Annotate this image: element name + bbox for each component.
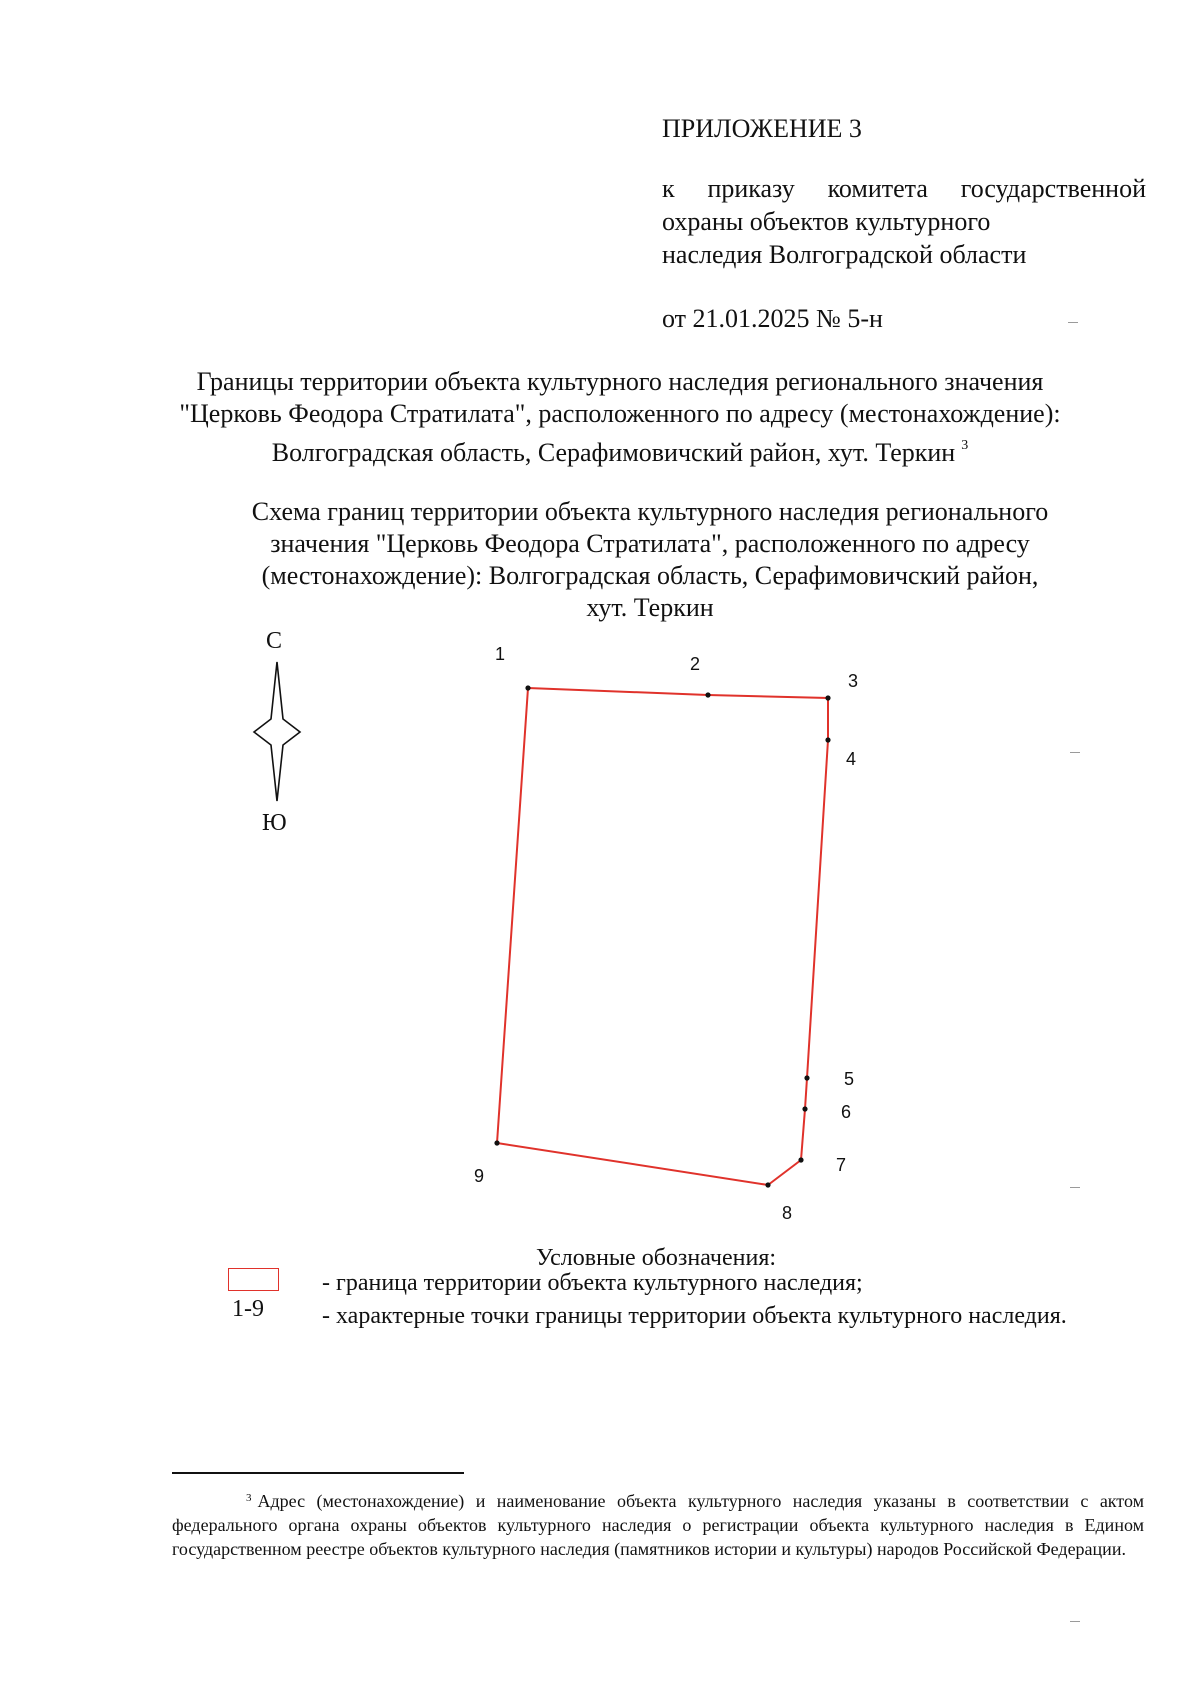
boundary-vertex-3 xyxy=(825,695,830,700)
heading-footnote-mark: 3 xyxy=(961,438,969,453)
legend-boundary-swatch xyxy=(228,1268,279,1291)
scan-speck xyxy=(1070,752,1080,753)
appendix-line-3: наследия Волгоградской области xyxy=(662,240,1027,269)
boundary-vertex-8 xyxy=(765,1182,770,1187)
boundary-point-label-8: 8 xyxy=(782,1203,793,1223)
heading-line-3-text: Волгоградская область, Серафимовичский район, хут. Теркин xyxy=(271,438,956,467)
scheme-line-4: хут. Теркин xyxy=(586,593,714,622)
footnote-separator xyxy=(172,1472,464,1474)
boundary-vertex-1 xyxy=(525,685,530,690)
compass-rose-icon xyxy=(254,662,300,801)
boundary-polygon xyxy=(497,688,828,1185)
legend-points-label: 1-9 xyxy=(232,1296,264,1322)
compass-north-label: С xyxy=(266,628,283,654)
legend-boundary-text: - граница территории объекта культурного наследия; xyxy=(322,1270,863,1296)
boundary-vertex-2 xyxy=(705,692,710,697)
boundary-point-label-5: 5 xyxy=(844,1069,855,1089)
appendix-title: ПРИЛОЖЕНИЕ 3 xyxy=(662,114,862,143)
legend-points-text: - характерные точки границы территории объекта культурного наследия. xyxy=(322,1303,1067,1329)
heading-line-2: "Церковь Феодора Стратилата", расположенного по адресу (местонахождение): xyxy=(179,399,1061,428)
legend-title: Условные обозначения: xyxy=(536,1245,777,1271)
boundary-point-label-3: 3 xyxy=(848,671,859,691)
scan-speck xyxy=(1070,1621,1080,1622)
boundary-point-label-2: 2 xyxy=(690,654,701,674)
appendix-line-2: охраны объектов культурного xyxy=(662,207,991,236)
boundary-point-label-9: 9 xyxy=(474,1166,485,1186)
appendix-line-1: к приказу комитета государственной xyxy=(662,174,1146,203)
scan-speck xyxy=(1068,322,1078,323)
scheme-line-2: значения "Церковь Феодора Стратилата", расположенного по адресу xyxy=(270,529,1030,558)
footnote-mark: 3 xyxy=(246,1492,252,1504)
scheme-line-1: Схема границ территории объекта культурного наследия регионального xyxy=(251,497,1049,526)
heading-line-1: Границы территории объекта культурного наследия регионального значения xyxy=(196,367,1044,396)
scan-speck xyxy=(1070,1187,1080,1188)
boundary-point-label-6: 6 xyxy=(841,1102,852,1122)
boundary-vertex-4 xyxy=(825,737,830,742)
boundary-vertex-7 xyxy=(798,1157,803,1162)
boundary-point-label-1: 1 xyxy=(495,644,506,664)
boundary-layer xyxy=(474,644,858,1223)
boundary-point-label-4: 4 xyxy=(846,749,857,769)
boundary-vertex-5 xyxy=(804,1075,809,1080)
boundary-vertex-6 xyxy=(802,1106,807,1111)
footnote xyxy=(172,1486,1144,1561)
boundary-vertex-9 xyxy=(494,1140,499,1145)
appendix-date: от 21.01.2025 № 5-н xyxy=(662,304,883,333)
compass-south-label: Ю xyxy=(262,810,287,836)
boundary-point-label-7: 7 xyxy=(836,1155,847,1175)
scheme-line-3: (местонахождение): Волгоградская область, Серафимовичский район, xyxy=(261,561,1039,590)
footnote-text: Адрес (местонахождение) и наименование объекта культурного наследия указаны в соответствии с актом федерального органа охраны объектов культурного наследия о регистрации объекта культурного наследия в Едином государственном реестре объектов культурного наследия (памятников истории и культуры) народов Российской Федерации. xyxy=(172,1491,1144,1559)
